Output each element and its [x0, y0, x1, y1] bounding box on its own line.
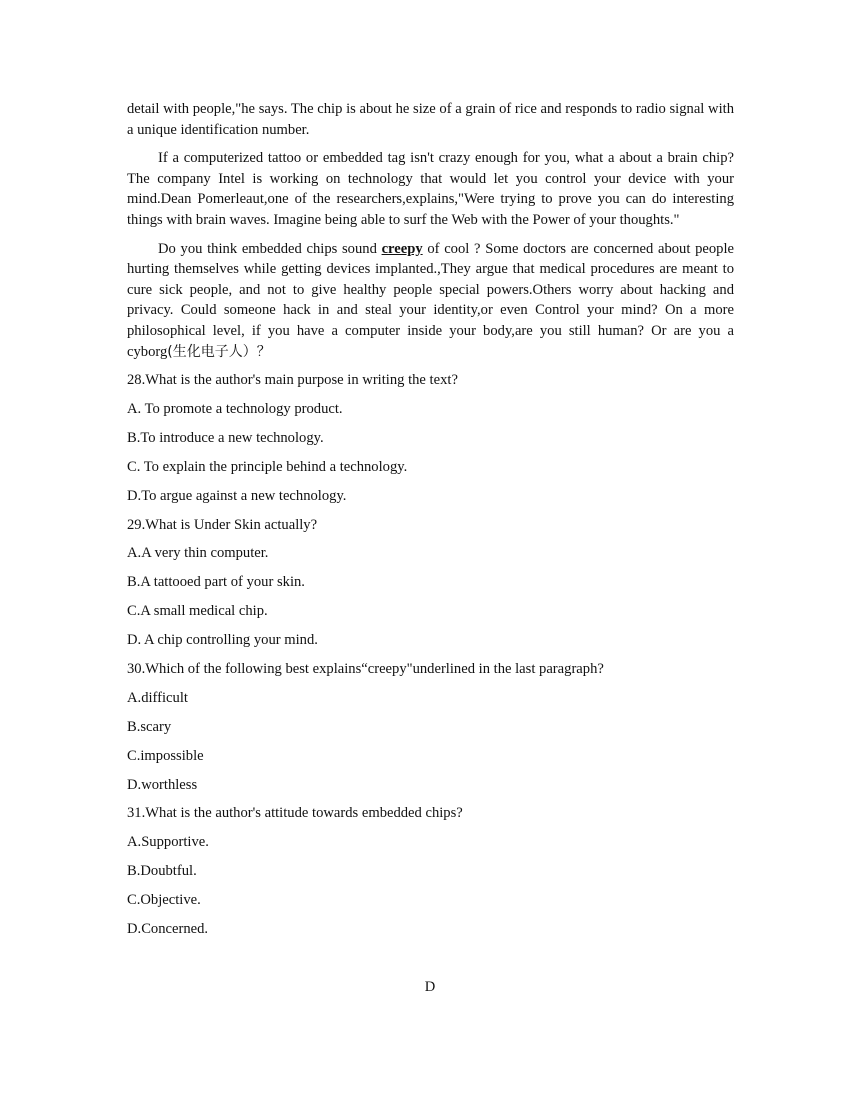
option-c: C.A small medical chip. — [127, 603, 268, 620]
option-c: C.impossible — [127, 747, 204, 764]
option-b: B.scary — [127, 718, 172, 735]
passage-paragraph-3 — [127, 239, 734, 363]
option-a: A.Supportive. — [127, 834, 209, 851]
option-a: A.A very thin computer. — [127, 545, 269, 562]
question-31 — [127, 803, 734, 947]
option-d: D.Concerned. — [127, 921, 209, 938]
question-28 — [127, 370, 734, 514]
option-d: D. A chip controlling your mind. — [127, 632, 318, 649]
underlined-word-creepy: creepy — [381, 240, 423, 257]
option-d: D.To argue against a new technology. — [127, 487, 347, 504]
option-a: A.difficult — [127, 689, 188, 706]
option-b: B.To introduce a new technology. — [127, 429, 324, 446]
option-c: C. To explain the principle behind a technology. — [127, 458, 408, 475]
paragraph-3-text-end: of cool ? Some doctors are concerned about people hurting themselves while getting devices implanted.,They argue that medical procedures are meant to cure sick people, and not to give healthy people special powers.Others worry about hacking and privacy. Could someone hack in and steal your identity,or even Control your mind? On a more philosophical level, if you have a computer inside your body,are you still human? Or are you a cyborg — [127, 240, 734, 360]
question-stem: 30.Which of the following best explains“creepy"underlined in the last paragraph? — [127, 661, 604, 678]
section-heading-d: D — [424, 979, 436, 995]
option-c: C.Objective. — [127, 892, 201, 909]
document-body — [127, 99, 734, 948]
passage-paragraph-2: If a computerized tattoo or embedded tag isn't crazy enough for you, what a about a brain chip? The company Intel is working on technology that would let you control your device with your mind.Dean Pomerleaut,one of the researchers,explains,"Were trying to prove you can do interesting things with brain waves. Imagine being able to surf the Web with the Power of your thoughts." — [127, 150, 734, 228]
option-d: D.worthless — [127, 776, 198, 793]
question-30 — [127, 659, 734, 803]
passage-paragraph-1: detail with people,"he says. The chip is about he size of a grain of rice and responds to radio signal with a unique identification number. — [127, 101, 734, 138]
option-b: B.A tattooed part of your skin. — [127, 574, 305, 591]
question-29 — [127, 515, 734, 659]
paragraph-3-chinese-gloss: (生化电子人）？ — [167, 343, 271, 360]
question-stem: 28.What is the author's main purpose in writing the text? — [127, 372, 458, 389]
paragraph-3-text-start: Do you think embedded chips sound — [158, 240, 382, 257]
question-stem: 31.What is the author's attitude towards embedded chips? — [127, 805, 463, 822]
option-b: B.Doubtful. — [127, 863, 197, 880]
question-stem: 29.What is Under Skin actually? — [127, 516, 318, 533]
option-a: A. To promote a technology product. — [127, 401, 343, 418]
